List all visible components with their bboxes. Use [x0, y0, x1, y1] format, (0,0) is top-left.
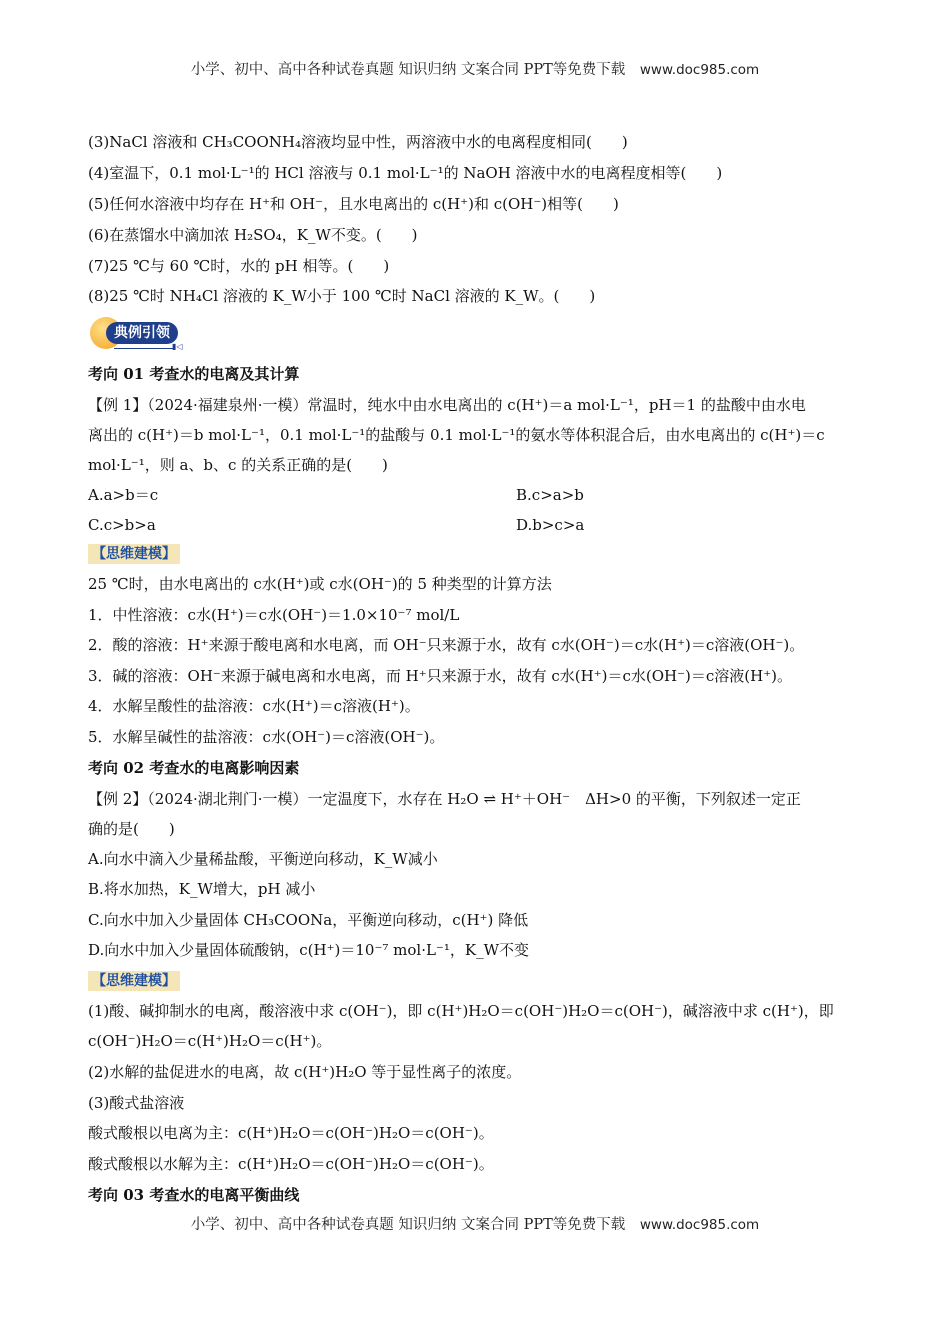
model1-item-1: 1．中性溶液：c水(H⁺)＝c水(OH⁻)＝1.0×10⁻⁷ mol/L	[88, 606, 460, 624]
example2-option-b: B.将水加热，K_W增大，pH 减小	[88, 880, 316, 898]
example2-option-d: D.向水中加入少量固体硫酸钠，c(H⁺)＝10⁻⁷ mol·L⁻¹，K_W不变	[88, 941, 529, 959]
footer-site-link[interactable]: www.doc985.com	[639, 1217, 760, 1233]
example1-option-d: D.b>c>a	[516, 516, 585, 534]
example2-line1: 【例 2】（2024·湖北荆门·一模）一定温度下，水存在 H₂O ⇌ H⁺＋OH⁻ ΔH>0 的平衡，下列叙述一定正	[88, 790, 801, 808]
header-text: 小学、初中、高中各种试卷真题 知识归纳 文案合同 PPT等免费下载	[190, 62, 626, 78]
statement-8: (8)25 ℃时 NH₄Cl 溶液的 K_W小于 100 ℃时 NaCl 溶液的 K_W。( )	[88, 287, 596, 305]
example1-option-c: C.c>b>a	[88, 516, 156, 534]
badge-mark-icon: ▮◁	[172, 342, 183, 351]
topic3-title: 考向 03 考查水的电离平衡曲线	[88, 1186, 300, 1204]
example1-line3: mol·L⁻¹，则 a、b、c 的关系正确的是( )	[88, 456, 388, 474]
topic2-title: 考向 02 考查水的电离影响因素	[88, 759, 300, 777]
example1-option-a: A.a>b＝c	[88, 486, 159, 504]
badge-label: 典例引领	[106, 322, 178, 344]
example1-line2: 离出的 c(H⁺)＝b mol·L⁻¹，0.1 mol·L⁻¹的盐酸与 0.1 mol·L⁻¹的氨水等体积混合后，由水电离出的 c(H⁺)＝c	[88, 426, 825, 444]
model1-item-4: 4．水解呈酸性的盐溶液：c水(H⁺)＝c溶液(H⁺)。	[88, 697, 420, 715]
statement-3: (3)NaCl 溶液和 CH₃COONH₄溶液均显中性，两溶液中水的电离程度相同( )	[88, 133, 628, 151]
page-footer	[0, 1213, 950, 1234]
model2-line4: (3)酸式盐溶液	[88, 1094, 185, 1112]
example2-line2: 确的是( )	[88, 820, 175, 838]
example1-option-b: B.c>a>b	[516, 486, 584, 504]
statement-4: (4)室温下，0.1 mol·L⁻¹的 HCl 溶液与 0.1 mol·L⁻¹的 NaOH 溶液中水的电离程度相等( )	[88, 164, 723, 182]
model2-line1: (1)酸、碱抑制水的电离，酸溶液中求 c(OH⁻)，即 c(H⁺)H₂O＝c(OH⁻)H₂O＝c(OH⁻)，碱溶液中求 c(H⁺)，即	[88, 1002, 834, 1020]
model1-item-2: 2．酸的溶液：H⁺来源于酸电离和水电离，而 OH⁻只来源于水，故有 c水(OH⁻)＝c水(H⁺)＝c溶液(OH⁻)。	[88, 636, 805, 654]
example2-option-a: A.向水中滴入少量稀盐酸，平衡逆向移动，K_W减小	[88, 850, 438, 868]
topic1-title: 考向 01 考查水的电离及其计算	[88, 365, 300, 383]
model-tag-2: 【思维建模】	[88, 971, 180, 991]
badge-underline	[114, 348, 174, 349]
model2-line2: c(OH⁻)H₂O＝c(H⁺)H₂O＝c(H⁺)。	[88, 1032, 332, 1050]
model1-intro: 25 ℃时，由水电离出的 c水(H⁺)或 c水(OH⁻)的 5 种类型的计算方法	[88, 575, 552, 593]
model-tag-1: 【思维建模】	[88, 544, 180, 564]
page-header	[0, 58, 950, 79]
example1-line1: 【例 1】（2024·福建泉州·一模）常温时，纯水中由水电离出的 c(H⁺)＝a mol·L⁻¹，pH＝1 的盐酸中由水电	[88, 396, 806, 414]
statement-6: (6)在蒸馏水中滴加浓 H₂SO₄，K_W不变。( )	[88, 226, 418, 244]
model1-item-3: 3．碱的溶液：OH⁻来源于碱电离和水电离，而 H⁺只来源于水，故有 c水(H⁺)＝c水(OH⁻)＝c溶液(H⁺)。	[88, 667, 792, 685]
model2-line3: (2)水解的盐促进水的电离，故 c(H⁺)H₂O 等于显性离子的浓度。	[88, 1063, 522, 1081]
model2-line5: 酸式酸根以电离为主：c(H⁺)H₂O＝c(OH⁻)H₂O＝c(OH⁻)。	[88, 1124, 494, 1142]
model2-line6: 酸式酸根以水解为主：c(H⁺)H₂O＝c(OH⁻)H₂O＝c(OH⁻)。	[88, 1155, 494, 1173]
model1-item-5: 5．水解呈碱性的盐溶液：c水(OH⁻)＝c溶液(OH⁻)。	[88, 728, 445, 746]
example2-option-c: C.向水中加入少量固体 CH₃COONa，平衡逆向移动，c(H⁺) 降低	[88, 911, 529, 929]
header-site-link[interactable]: www.doc985.com	[639, 62, 760, 78]
footer-text: 小学、初中、高中各种试卷真题 知识归纳 文案合同 PPT等免费下载	[190, 1217, 626, 1233]
statement-7: (7)25 ℃与 60 ℃时，水的 pH 相等。( )	[88, 257, 390, 275]
section-badge	[86, 316, 182, 350]
statement-5: (5)任何水溶液中均存在 H⁺和 OH⁻，且水电离出的 c(H⁺)和 c(OH⁻)相等( )	[88, 195, 619, 213]
